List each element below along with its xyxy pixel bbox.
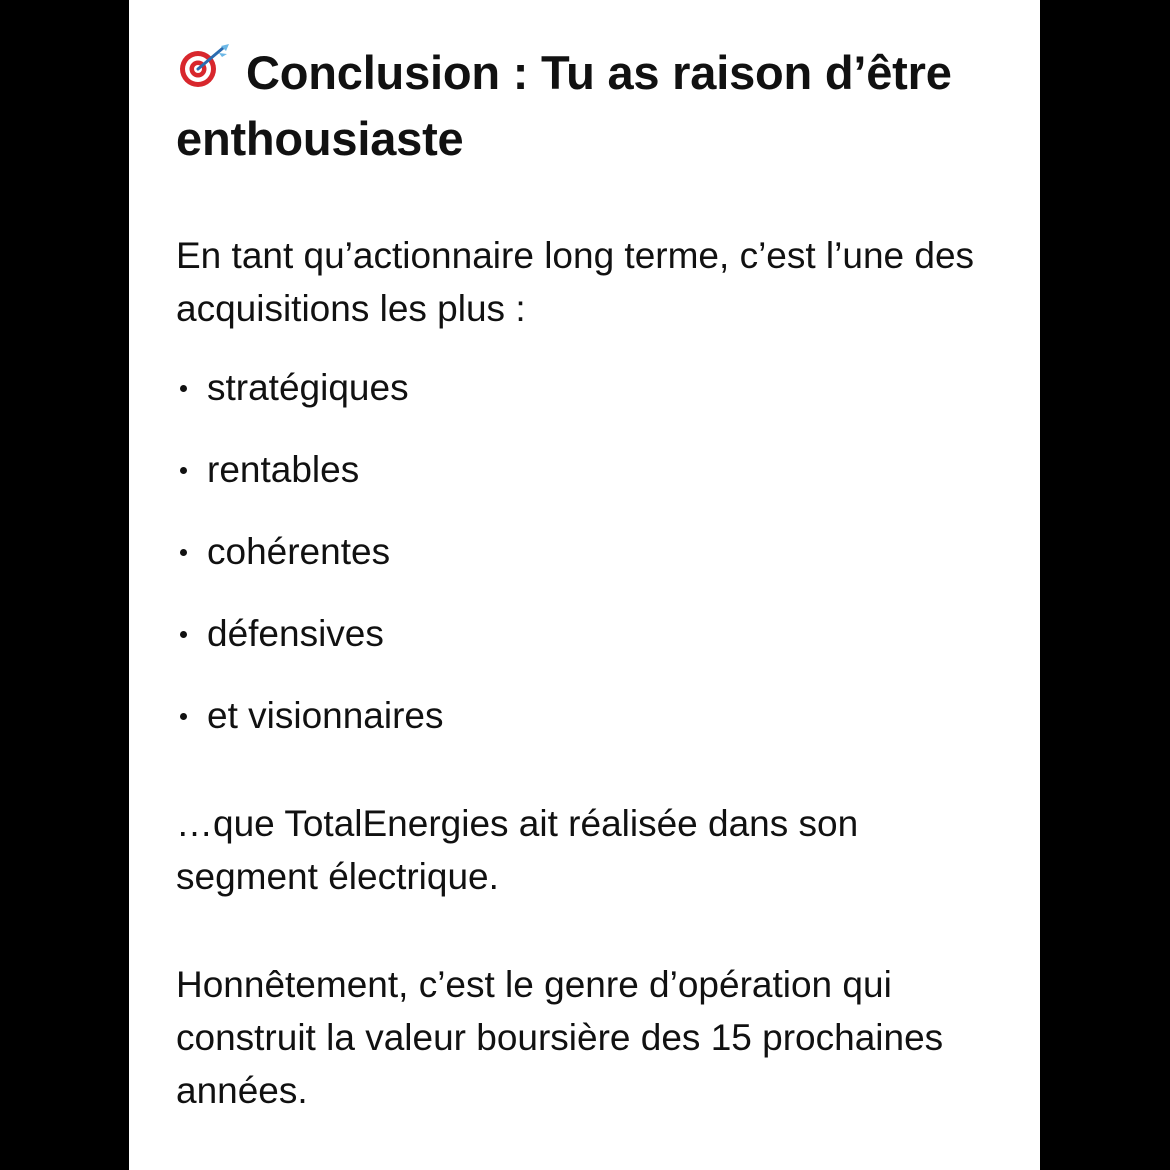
continuation-paragraph: …que TotalEnergies ait réalisée dans son segment électrique. [176, 803, 859, 897]
heading-text: Conclusion : Tu as raison d’être enthousiaste [176, 46, 952, 165]
list-item [176, 689, 444, 771]
list-item-text: et visionnaires [207, 695, 444, 736]
list-item-text: cohérentes [207, 531, 391, 572]
list-item [176, 525, 444, 607]
article-heading [176, 40, 996, 172]
list-item [176, 361, 444, 443]
bullet-dot [180, 385, 187, 392]
bullet-dot [180, 549, 187, 556]
list-item-text: rentables [207, 449, 360, 490]
closing-paragraph: Honnêtement, c’est le genre d’opération qui construit la valeur boursière des 15 prochaines années. [176, 964, 944, 1111]
article-page [129, 0, 1040, 1170]
intro-paragraph: En tant qu’actionnaire long terme, c’est l’une des acquisitions les plus : [176, 235, 975, 329]
list-item [176, 607, 444, 689]
list-item-text: défensives [207, 613, 384, 654]
acquisition-qualities-list [176, 361, 444, 771]
list-item-text: stratégiques [207, 367, 409, 408]
list-item [176, 443, 444, 525]
bullet-dot [180, 631, 187, 638]
target-icon [176, 40, 232, 106]
bullet-dot [180, 713, 187, 720]
bullet-dot [180, 467, 187, 474]
